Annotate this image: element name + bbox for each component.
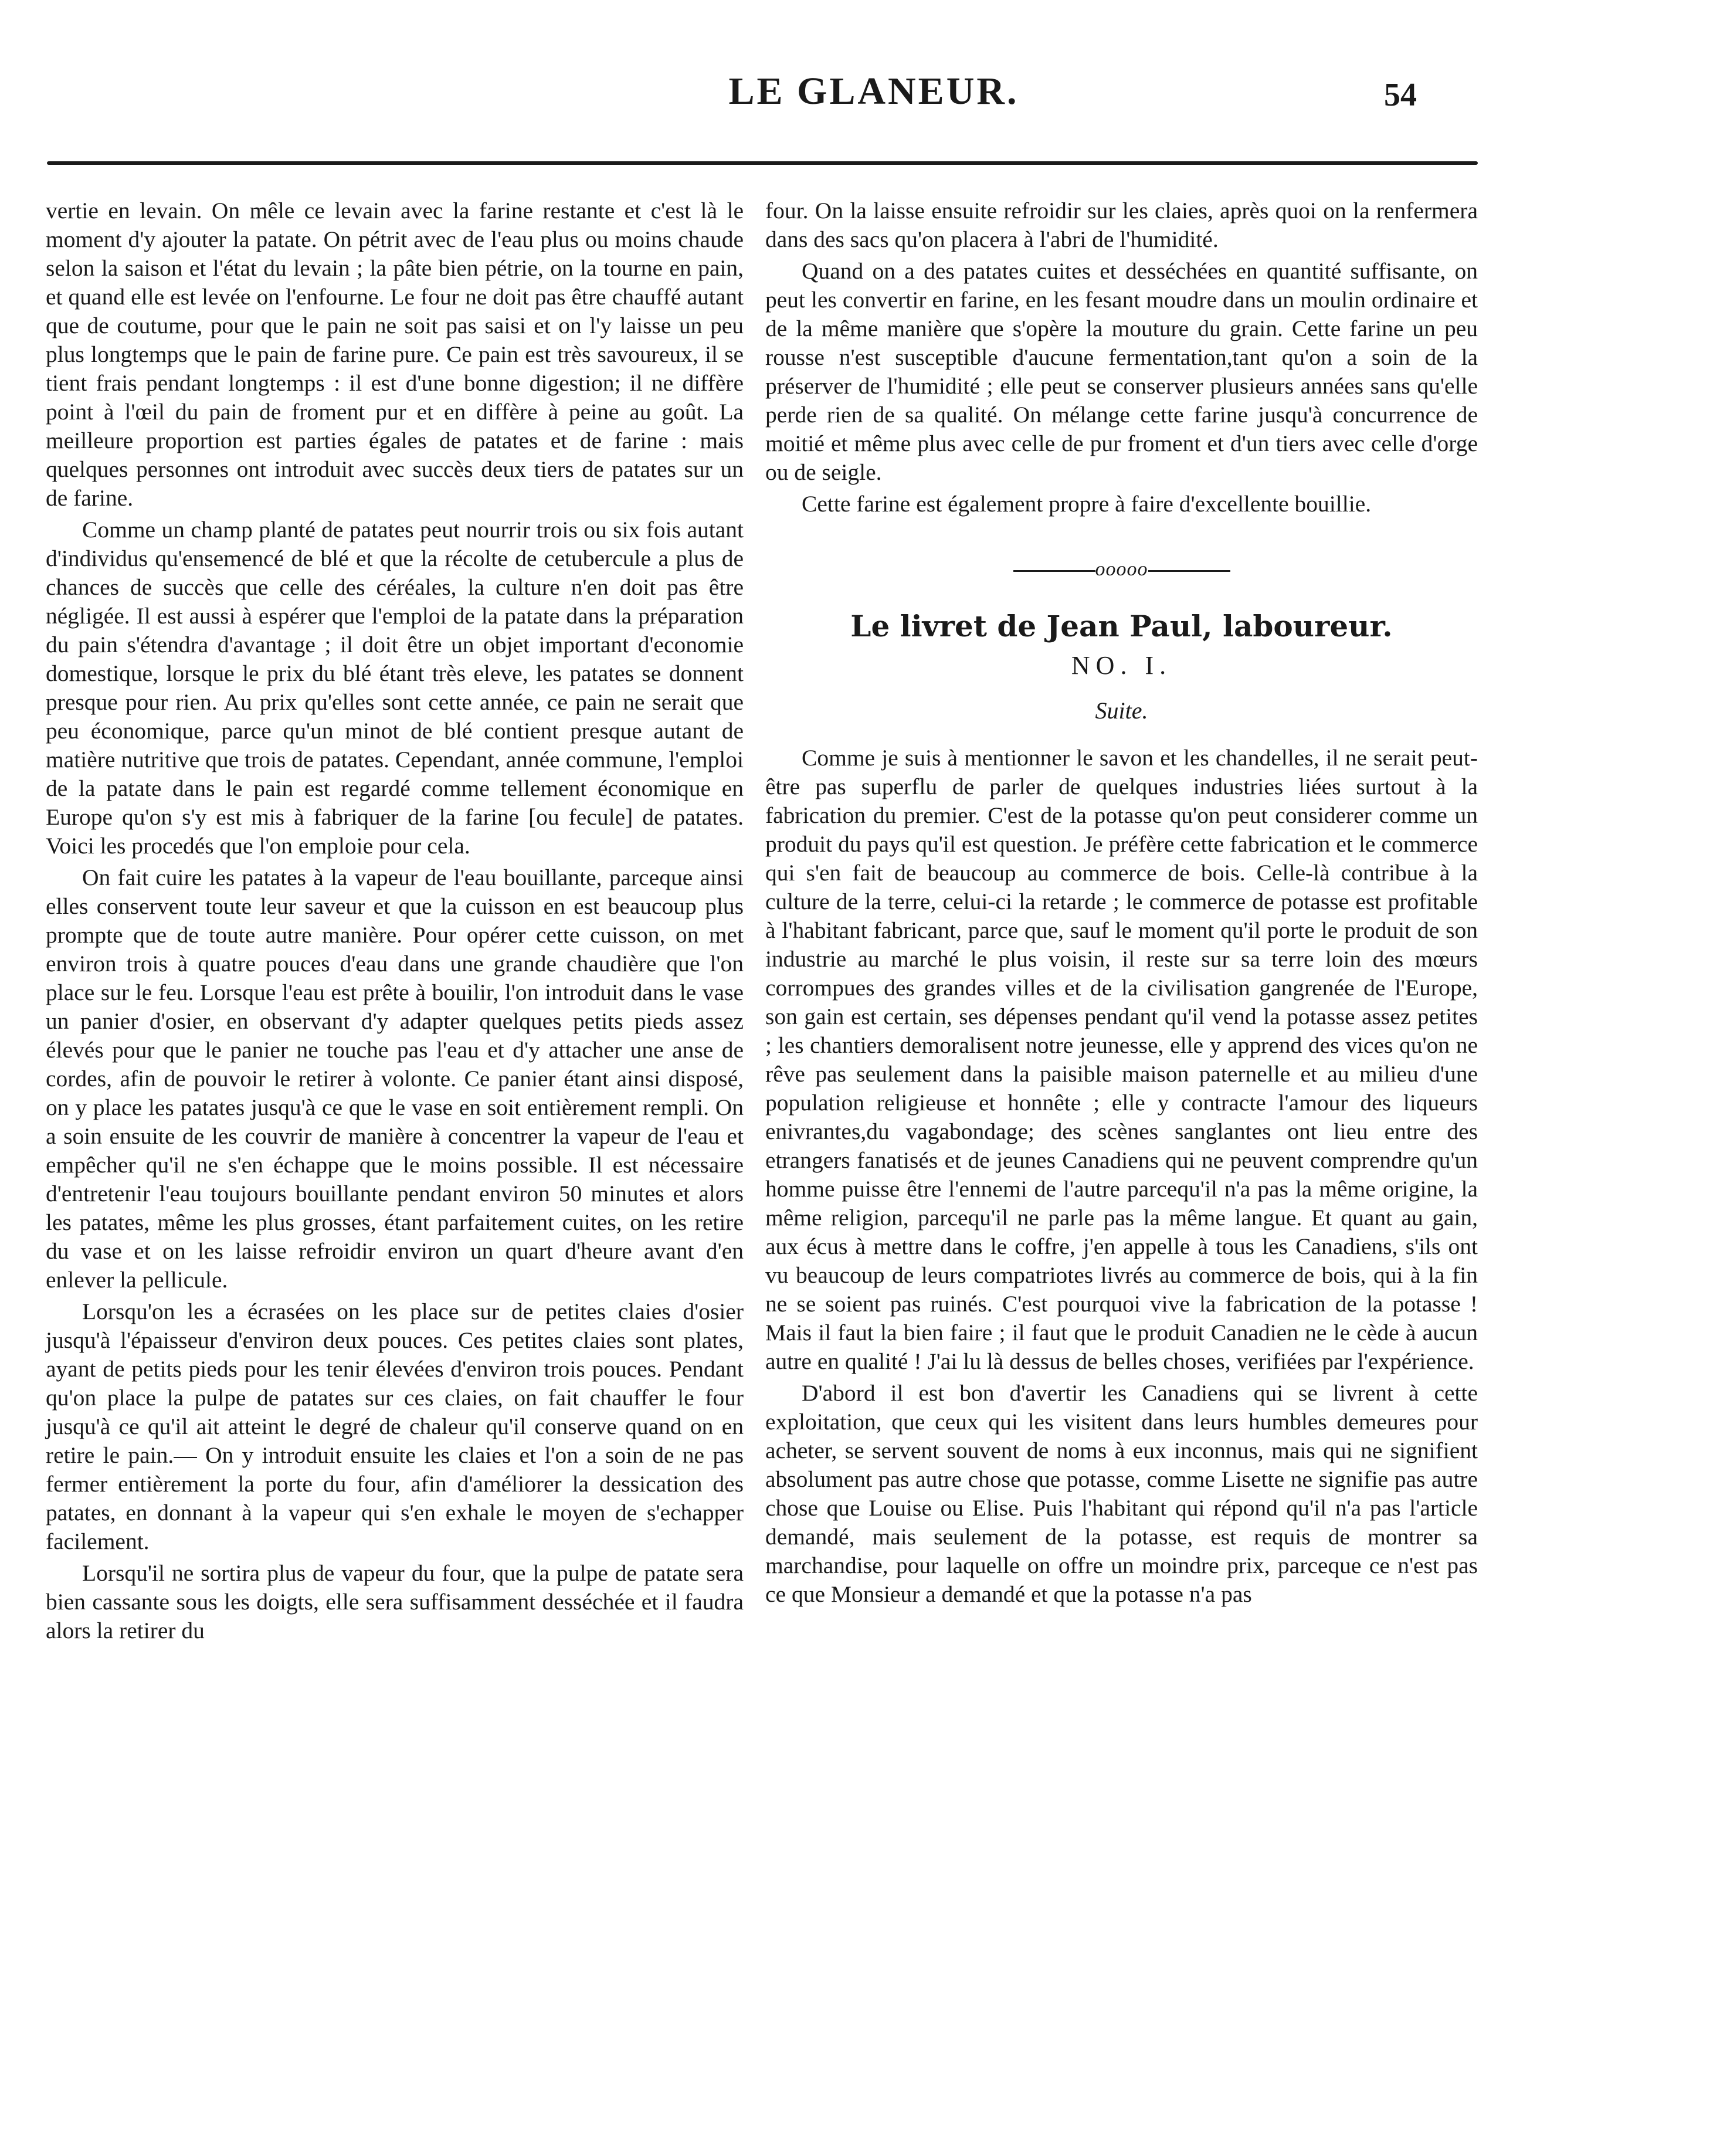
paragraph: Quand on a des patates cuites et desséchées en quantité suffisante, on peut les convertir en farine, en les fesant moudre dans un moulin ordinaire et de la même manière que s'opère la mouture du grain. Cette farine un peu rousse n'est susceptible d'aucune fermentation,tant qu'on a soin de la préserver de l'humidité ; elle peut se conserver plusieurs années sans qu'elle perde rien de sa qualité. On mélange cette farine jusqu'à concurrence de moitié et même plus avec celle de pur froment et d'un tiers avec celle d'orge ou de seigle. [765,258,1478,485]
article-number: NO. I. [1071,651,1172,680]
paragraph: Cette farine est également propre à faire d'excellente bouillie. [802,491,1372,517]
separator-rule-left [1013,570,1095,572]
paragraph: Lorsqu'on les a écrasées on les place sur de petites claies d'osier jusqu'à l'épaisseur d'environ deux pouces. Ces petites claies sont plates, ayant de petits pieds pour les tenir élevées d'environ trois pouces. Pendant qu'on place la pulpe de patates sur ces claies, on fait chauffer le four jusqu'à ce qu'il ait atteint le degré de chaleur qu'il conserve quand on en retire le pain.— On y introduit ensuite les claies et l'on a soin de ne pas fermer entièrement la porte du four, afin d'améliorer la dessication des patates, en donnant à la vapeur qui s'en exhale le moyen de s'echapper facilement. [46,1299,744,1554]
paragraph: D'abord il est bon d'avertir les Canadiens qui se livrent à cette exploitation, que ceux qui les visitent dans leurs humbles demeures pour acheter, se servent souvent de noms à eux inconnus, mais qui ne signifient absolument pas autre chose que potasse, comme Lisette ne signifie pas autre chose que Louise ou Elise. Puis l'habitant qui répond qu'il n'a pas l'article demandé, mais seulement de la potasse, est requis de montrer sa marchandise, pour laquelle on offre un moindre prix, parceque ce n'est pas ce que Monsieur a demandé et que la potasse n'a pas [765,1380,1478,1607]
page-number: 54 [1384,77,1417,113]
running-head-title: LE GLANEUR. [728,70,1019,113]
header-rule [47,161,1478,165]
left-column [46,196,744,1645]
separator-ornament: ooooo [1095,558,1148,580]
paragraph: Comme un champ planté de patates peut nourrir trois ou six fois autant d'individus qu'ensemencé de blé et que la récolte de cetubercule a plus de chances de succès que celle des céréales, la culture n'en doit pas être négligée. Il est aussi à espérer que l'emploi de la patate dans la préparation du pain s'étendra d'avantage ; il doit être un objet important d'economie domestique, lorsque le prix du blé étant très eleve, les patates se donnent presque pour rien. Au prix qu'elles sont cette année, ce pain ne serait que peu économique, parce qu'un minot de blé contient presque autant de matière nutritive que trois de patates. Cependant, année commune, l'emploi de la patate dans le pain est regardé comme tellement économique en Europe qu'on s'y est mis à fabriquer de la farine [ou fecule] de patates. Voici les procedés que l'on emploie pour cela. [46,517,744,859]
article-suite-label: Suite. [1095,697,1148,724]
paragraph: Comme je suis à mentionner le savon et les chandelles, il ne serait peut-être pas superflu de parler de quelques industries liées surtout à la fabrication du premier. C'est de la potasse qu'on peut considerer comme un produit du pays qu'il est question. Je préfère cette fabrication et le commerce qui s'en fait de beaucoup au commerce de bois. Celle-là contribue à la culture de la terre, celui-ci la retarde ; le commerce de potasse est profitable à l'habitant fabricant, parce que, sauf le moment qu'il porte le produit de son industrie au marché le plus voisin, il reste sur sa terre loin des mœurs corrompues des grandes villes et de la civilisation gangrenée de l'Europe, son gain est certain, ses dépenses pendant qu'il vend la potasse assez petites ; les chantiers demoralisent notre jeunesse, elle y apprend des vices qu'on ne rêve pas seulement dans la paisible maison paternelle et au milieu d'une population religieuse et honnête ; elle y contracte l'amour des liqueurs enivrantes,du vagabondage; des scènes sanglantes ont lieu entre des etrangers fanatisés et de jeunes Canadiens qui ne peuvent comprendre qu'un homme puisse être l'ennemi de l'autre parcequ'il n'a pas la même origine, la même religion, parcequ'il ne parle pas la même langue. Et quant au gain, aux écus à mettre dans le coffre, j'en appelle à tous les Canadiens, s'ils ont vu beaucoup de leurs compatriotes livrés au commerce de bois, qui à la fin ne se soient pas ruinés. C'est pourquoi vive la fabrication de la potasse ! Mais il faut la bien faire ; il faut que le produit Canadien ne le cède à aucun autre en qualité ! J'ai lu là dessus de belles choses, verifiées par l'expérience. [765,745,1478,1374]
section-separator [765,555,1478,584]
separator-rule-right [1148,570,1230,572]
right-column [765,196,1478,1609]
article-title: Le livret de Jean Paul, laboureur. [850,609,1393,643]
paragraph: Lorsqu'il ne sortira plus de vapeur du four, que la pulpe de patate sera bien cassante sous les doigts, elle sera suffisamment desséchée et il faudra alors la retirer du [46,1560,744,1643]
paragraph: four. On la laisse ensuite refroidir sur les claies, après quoi on la renfermera dans des sacs qu'on placera à l'abri de l'humidité. [765,198,1478,252]
paragraph: vertie en levain. On mêle ce levain avec la farine restante et c'est là le moment d'y ajouter la patate. On pétrit avec de l'eau plus ou moins chaude selon la saison et l'état du levain ; la pâte bien pétrie, on la tourne en pain, et quand elle est levée on l'enfourne. Le four ne doit pas être chauffé autant que de coutume, pour que le pain ne soit pas saisi et on l'y laisse un peu plus longtemps que le pain de farine pure. Ce pain est très savoureux, il se tient frais pendant longtemps : il est d'une bonne digestion; il ne diffère point à l'œil du pain de froment pur et en diffère à peine au goût. La meilleure proportion est parties égales de patates et de farine : mais quelques personnes ont introduit avec succès deux tiers de patates sur un de farine. [46,198,744,511]
paragraph: On fait cuire les patates à la vapeur de l'eau bouillante, parceque ainsi elles conservent toute leur saveur et que la cuisson en est beaucoup plus prompte que de toute autre manière. Pour opérer cette cuisson, on met environ trois à quatre pouces d'eau dans une grande chaudière que l'on place sur le feu. Lorsque l'eau est prête à bouilir, l'on introduit dans le vase un panier d'osier, en observant d'y adapter quelques petits pieds assez élevés pour que le panier ne touche pas l'eau et d'y attacher une anse de cordes, afin de pouvoir le retirer à volonte. Ce panier étant ainsi disposé, on y place les patates jusqu'à ce que le vase en soit entièrement rempli. On a soin ensuite de les couvrir de manière à concentrer la vapeur de l'eau et empêcher qu'il ne s'en échappe que le moins possible. Il est nécessaire d'entretenir l'eau toujours bouillante pendant environ 50 minutes et alors les patates, même les plus grosses, étant parfaitement cuites, on les retire du vase et on les laisse refroidir environ un quart d'heure avant d'en enlever la pellicule. [46,865,744,1293]
